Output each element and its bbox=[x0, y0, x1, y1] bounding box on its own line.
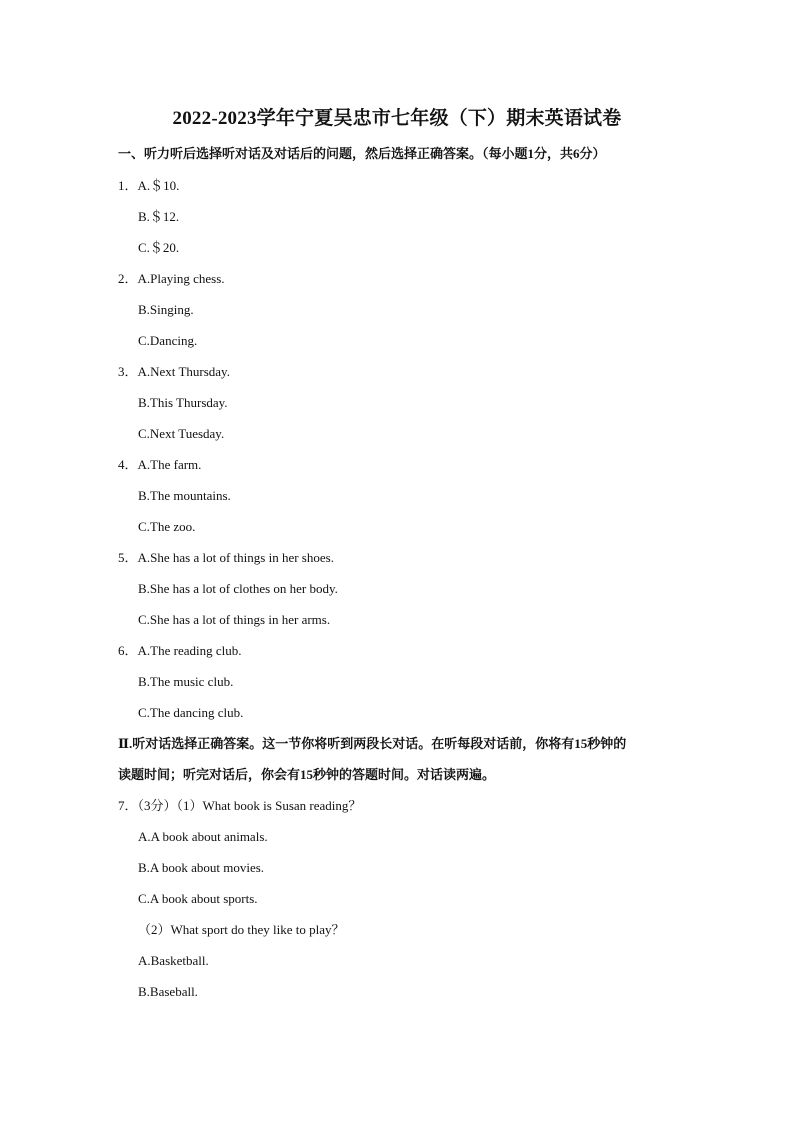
option-b: B.A book about movies. bbox=[138, 860, 265, 875]
question-number: 4． bbox=[118, 457, 138, 472]
option-a: A.A book about animals. bbox=[138, 829, 268, 844]
option-b: B.Singing. bbox=[138, 302, 194, 317]
option-c: C.Dancing. bbox=[138, 333, 198, 348]
question-6 bbox=[118, 635, 678, 728]
option-a: A.Playing chess. bbox=[137, 271, 225, 286]
option-c: C.She has a lot of things in her arms. bbox=[138, 612, 331, 627]
option-c: C.A book about sports. bbox=[138, 891, 258, 906]
question-7-stem-1: （3分）（1）What book is Susan reading？ bbox=[137, 798, 362, 813]
option-a: A.＄10. bbox=[137, 178, 180, 193]
question-number: 5． bbox=[118, 550, 138, 565]
option-b: B.She has a lot of clothes on her body. bbox=[138, 581, 338, 596]
question-4 bbox=[118, 449, 678, 542]
option-a: A.The farm. bbox=[137, 457, 202, 472]
question-1 bbox=[118, 170, 678, 263]
question-7-stem-2: （2）What sport do they like to play？ bbox=[138, 922, 345, 937]
question-3 bbox=[118, 356, 678, 449]
option-b: B.This Thursday. bbox=[138, 395, 228, 410]
question-number: 1． bbox=[118, 178, 138, 193]
option-a: A.The reading club. bbox=[137, 643, 242, 658]
question-number: 6． bbox=[118, 643, 138, 658]
option-c: C.The zoo. bbox=[138, 519, 196, 534]
question-7 bbox=[118, 790, 678, 1007]
section-1-instructions: 一、听力听后选择听对话及对话后的问题，然后选择正确答案。（每小题1分，共6分） bbox=[118, 146, 606, 161]
question-number: 2． bbox=[118, 271, 138, 286]
question-5 bbox=[118, 542, 678, 635]
option-b: B.Baseball. bbox=[138, 984, 198, 999]
section-2-line-1: Ⅱ.听对话选择正确答案。这一节你将听到两段长对话。在听每段对话前，你将有15秒钟的 bbox=[118, 736, 627, 751]
option-a: A.She has a lot of things in her shoes. bbox=[137, 550, 334, 565]
option-c: C.Next Tuesday. bbox=[138, 426, 225, 441]
option-b: B.＄12. bbox=[138, 209, 180, 224]
option-b: B.The mountains. bbox=[138, 488, 231, 503]
option-a: A.Basketball. bbox=[138, 953, 209, 968]
option-b: B.The music club. bbox=[138, 674, 234, 689]
question-list bbox=[118, 170, 678, 1007]
section-2-line-2: 读题时间；听完对话后，你会有15秒钟的答题时间。对话读两遍。 bbox=[118, 767, 496, 782]
option-c: C.＄20. bbox=[138, 240, 180, 255]
question-number: 3． bbox=[118, 364, 138, 379]
option-c: C.The dancing club. bbox=[138, 705, 244, 720]
question-number: 7． bbox=[118, 798, 138, 813]
option-a: A.Next Thursday. bbox=[137, 364, 230, 379]
question-2 bbox=[118, 263, 678, 356]
section-2-instructions bbox=[118, 728, 678, 790]
page-title: 2022-2023学年宁夏吴忠市七年级（下）期末英语试卷 bbox=[172, 108, 622, 129]
